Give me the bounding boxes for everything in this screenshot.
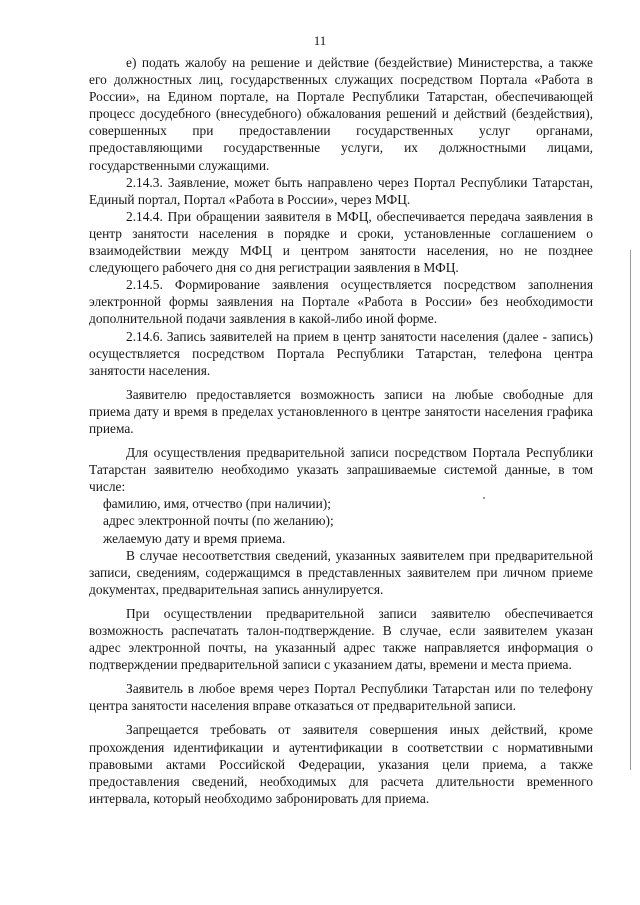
scan-dot-mark xyxy=(483,497,485,499)
paragraph-2-14-3: 2.14.3. Заявление, может быть направлено через Портал Республики Татарстан, Единый портал, Портал «Работа в России», через МФЦ. xyxy=(89,174,593,207)
paragraph-appeal-right: е) подать жалобу на решение и действие (бездействие) Министерства, а также его должностных лиц, государственных служащих посредством Портала «Работа в России», на Едином портале, на Портале Республики Татарстан, обеспечивающей процесс досудебного (внесудебного) обжалования решений и действий (бездействия), совершенных при предоставлении государственных услуг органами, предоставляющими государственные услуги, их должностными лицами, государственными служащими. xyxy=(89,55,593,173)
list-item-full-name: фамилию, имя, отчество (при наличии); xyxy=(103,496,331,512)
document-body xyxy=(89,54,593,807)
paragraph-required-data: Для осуществления предварительной записи посредством Портала Республики Татарстан заявителю необходимо указать запрашиваемые системой данные, в том числе: xyxy=(89,445,593,495)
paragraph-free-slots: Заявителю предоставляется возможность записи на любые свободные для приема дату и время в пределах установленного в центре занятости населения графика приема. xyxy=(89,386,593,436)
paragraph-mismatch: В случае несоответствия сведений, указанных заявителем при предварительной записи, сведениям, содержащимся в представленных заявителем при личном приеме документах, предварительная запись аннулируется. xyxy=(89,547,593,597)
page-number: 11 xyxy=(313,33,327,48)
paragraph-2-14-6: 2.14.6. Запись заявителей на прием в центр занятости населения (далее - запись) осуществляется посредством Портала Республики Татарстан, телефона центра занятости населения. xyxy=(89,328,593,378)
list-item-email: адрес электронной почты (по желанию); xyxy=(103,513,334,529)
list-item-date-time: желаемую дату и время приема. xyxy=(103,530,286,546)
paragraph-confirmation-ticket: При осуществлении предварительной записи заявителю обеспечивается возможность распечатать талон-подтверждение. В случае, если заявителем указан адрес электронной почты, на указанный адрес также направляется информация о подтверждении предварительной записи с указанием даты, времени и места приема. xyxy=(89,605,593,673)
paragraph-2-14-5: 2.14.5. Формирование заявления осуществляется посредством заполнения электронной формы заявления на Портале «Работа в России» без необходимости дополнительной подачи заявления в какой-либо иной форме. xyxy=(89,277,593,327)
paragraph-2-14-4: 2.14.4. При обращении заявителя в МФЦ, обеспечивается передача заявления в центр занятости населения в порядке и сроки, установленные соглашением о взаимодействии между МФЦ и центром занятости населения, но не позднее следующего рабочего дня со дня регистрации заявления в МФЦ. xyxy=(89,208,593,276)
paragraph-cancel-booking: Заявитель в любое время через Портал Республики Татарстан или по телефону центра занятости населения вправе отказаться от предварительной записи. xyxy=(89,681,593,714)
scan-edge-mark xyxy=(630,250,631,770)
paragraph-prohibited-requirements: Запрещается требовать от заявителя совершения иных действий, кроме прохождения идентификации и аутентификации в соответствии с нормативными правовыми актами Российской Федерации, указания цели приема, а также предоставления сведений, необходимых для расчета длительности временного интервала, который необходимо забронировать для приема. xyxy=(89,722,593,806)
